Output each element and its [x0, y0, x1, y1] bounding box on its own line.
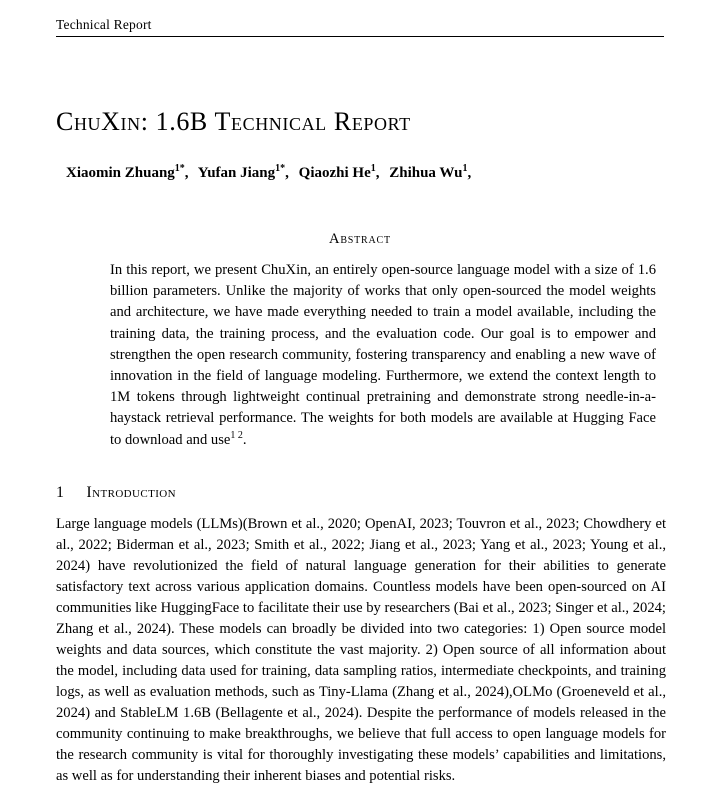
section-title: Introduction — [86, 484, 176, 501]
section-heading-introduction — [56, 484, 666, 502]
abstract-end-punctuation: . — [242, 431, 247, 448]
author — [299, 165, 380, 181]
author-separator: , — [285, 165, 289, 181]
author-separator: , — [184, 165, 189, 181]
author-name: Xiaomin Zhuang — [66, 165, 175, 181]
author-affiliation-mark: 1* — [275, 163, 286, 174]
author — [66, 165, 189, 181]
header-rule — [56, 36, 664, 37]
author-affiliation-mark: 1 — [462, 163, 468, 174]
introduction-paragraph: Large language models (LLMs)(Brown et al., 2020; OpenAI, 2023; Touvron et al., 2023; Chowdhery et al., 2022; Biderman et al., 2023; Smith et al., 2022; Jiang et al., 2023; Yang et al., 2023; Young et al., 2024) have revolutionized the field of natural language generation for their abilities to generate satisfactory text across various application domains. Countless models have been open-sourced on AI communities like HuggingFace to facilitate their use by researchers (Bai et al., 2023; Singer et al., 2024; Zhang et al., 2024). These models can broadly be divided into two categories: 1) Open source model weights and data sources, which constitute the vast majority. 2) Open source of all information about the model, including data used for training, data sampling ratios, intermediate checkpoints, and training logs, as well as evaluation methods, such as Tiny-Llama (Zhang et al., 2024),OLMo (Groeneveld et al., 2024) and StableLM 1.6B (Bellagente et al., 2024). Despite the performance of models released in the community continuing to make breakthroughs, we believe that full access to open language models for the research community is vital for thoroughly investigating these models’ capabilities and limitations, as well as for understanding their inherent biases and potential risks. — [56, 516, 666, 784]
author-list — [66, 163, 666, 182]
author — [198, 165, 289, 181]
author-name: Yufan Jiang — [197, 165, 276, 181]
author-affiliation-mark: 1 — [370, 163, 376, 174]
author-name: Zhihua Wu — [389, 165, 463, 181]
author-name: Qiaozhi He — [298, 165, 371, 181]
paper-title: ChuXin: 1.6B Technical Report — [56, 107, 411, 137]
author — [389, 165, 471, 181]
author-separator: , — [375, 165, 380, 181]
section-number: 1 — [56, 484, 65, 501]
abstract-text: In this report, we present ChuXin, an entirely open-source language model with a size of 1.6 billion parameters. Unlike the majority of works that only open-sourced the model weights and architecture, we have made everything needed to train a model available, including the training data, the training process, and the evaluation code. Our goal is to empower and strengthen the open research community, fostering transparency and enabling a new wave of innovation in the field of language modeling. Furthermore, we extend the context length to 1M tokens through lightweight continual pretraining and demonstrate strong needle-in-a-haystack retrieval performance. The weights for both models are available at Hugging Face to download and use — [110, 262, 656, 448]
running-header: Technical Report — [56, 17, 152, 32]
abstract-heading: Abstract — [329, 231, 391, 247]
author-affiliation-mark: 1* — [174, 163, 185, 174]
author-separator: , — [467, 165, 472, 181]
abstract-body — [110, 260, 656, 451]
abstract-footnote-marks: 1 2 — [230, 429, 243, 441]
